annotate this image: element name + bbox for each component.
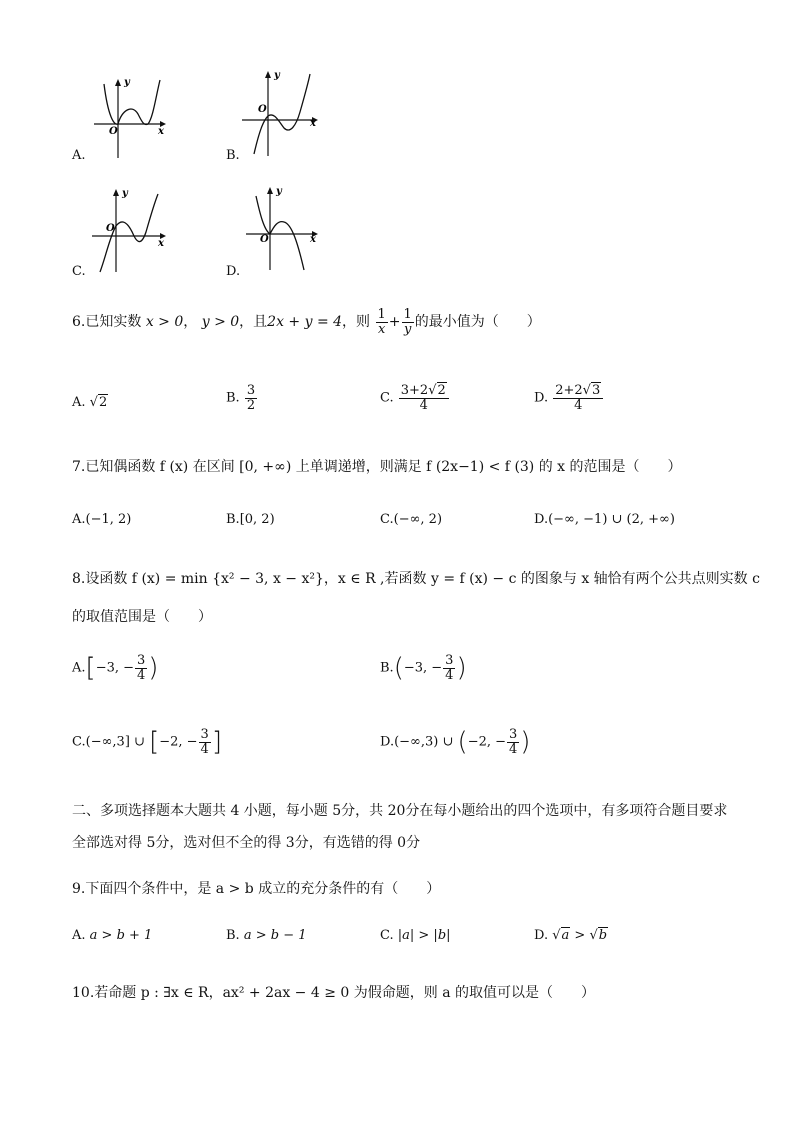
q6-frac-2: $\frac{1}{y}$ (403, 307, 412, 337)
graph-d (242, 184, 326, 274)
graph-d-y: y (276, 186, 282, 197)
graph-b-y: y (274, 70, 280, 81)
graph-a-x: x (158, 126, 164, 137)
q9-option-b[interactable]: B. a > b − 1 (226, 928, 307, 943)
q6-option-a[interactable]: A. √2 (72, 395, 108, 410)
q6-option-c[interactable]: C. $\frac{3+2√2}{4}$ (380, 384, 450, 412)
q6-option-b[interactable]: B. $\frac{3}{2}$ (226, 383, 256, 413)
q7-stem: 7.已知偶函数 f (x) 在区间 [0, +∞) 上单调递增，则满足 f (2x−1) < f (3) 的 x 的范围是（ ） (72, 459, 682, 475)
q6-plus: + (388, 314, 401, 331)
q8-option-b[interactable]: B.(−3, − $\frac{3}{4}$ ) (380, 653, 467, 684)
graph-d-label: D. (226, 264, 241, 279)
q8-option-a[interactable]: A.[−3, − $\frac{3}{4}$ ) (72, 653, 159, 684)
graph-c-label: C. (72, 264, 86, 279)
q6-text-3: ，则 (342, 314, 371, 331)
q10-stem: 10.若命题 p : ∃x ∈ R，ax² + 2ax − 4 ≥ 0 为假命题，则 a 的取值可以是（ ） (72, 985, 595, 1001)
q8-option-c[interactable]: C.(−∞,3] ∪ [−2, − $\frac{3}{4}$ ] (72, 727, 222, 758)
graph-b-x: x (310, 118, 316, 129)
q8-stem-line-2: 的取值范围是（ ） (72, 609, 212, 625)
q6-option-d[interactable]: D. $\frac{2+2√3}{4}$ (534, 384, 604, 412)
q9-option-d[interactable]: D. √a > √b (534, 928, 608, 943)
q6-text-2: ，且 (239, 314, 268, 331)
graph-d-x: x (310, 234, 316, 245)
q8-option-d[interactable]: D.(−∞,3) ∪ (−2, − $\frac{3}{4}$ ) (380, 727, 531, 758)
q6-cond-2: y > 0 (201, 314, 240, 331)
q7-option-d[interactable]: D.(−∞, −1) ∪ (2, +∞) (534, 512, 675, 527)
q8-stem-line-1: 8.设函数 f (x) = min {x² − 3, x − x²}，x ∈ R ,若函数 y = f (x) − c 的图象与 x 轴恰有两个公共点则实数 c (72, 571, 760, 587)
q9-option-c[interactable]: C. |a| > |b| (380, 928, 451, 943)
graph-b (238, 68, 326, 158)
q6-text-1: 已知实数 (85, 314, 142, 331)
graph-b-origin: O (258, 104, 267, 115)
q7-option-a[interactable]: A.(−1, 2) (72, 512, 132, 527)
q7-option-b[interactable]: B.[0, 2) (226, 512, 275, 527)
graph-c-origin: O (106, 223, 115, 234)
graph-d-origin: O (260, 234, 269, 245)
q7-option-c[interactable]: C.(−∞, 2) (380, 512, 443, 527)
q6-stem (72, 308, 541, 336)
q6-text-4: 的最小值为（ ） (414, 314, 541, 331)
q6-cond-1: x > 0 (145, 314, 184, 331)
graph-c-y: y (122, 188, 128, 199)
graph-a-y: y (124, 77, 130, 88)
graph-a (88, 76, 172, 160)
q6-cond-3: 2x + y = 4 (267, 314, 343, 331)
graph-c (88, 186, 172, 276)
q6-number: 6. (72, 314, 86, 331)
graph-c-x: x (158, 238, 164, 249)
q9-stem: 9.下面四个条件中，是 a > b 成立的充分条件的有（ ） (72, 881, 441, 897)
graph-a-label: A. (72, 148, 86, 163)
graph-a-origin: O (109, 126, 118, 137)
q6-frac-1: $\frac{1}{x}$ (377, 307, 386, 337)
section2-heading-line-1: 二、多项选择题本大题共 4 小题，每小题 5分，共 20分在每小题给出的四个选项中，有多项符合题目要求 (72, 803, 728, 819)
section2-heading-line-2: 全部选对得 5分，选对但不全的得 3分，有选错的得 0分 (72, 835, 421, 851)
graph-b-label: B. (226, 148, 240, 163)
q9-option-a[interactable]: A. a > b + 1 (72, 928, 153, 943)
q6-sep: ， (183, 314, 198, 331)
